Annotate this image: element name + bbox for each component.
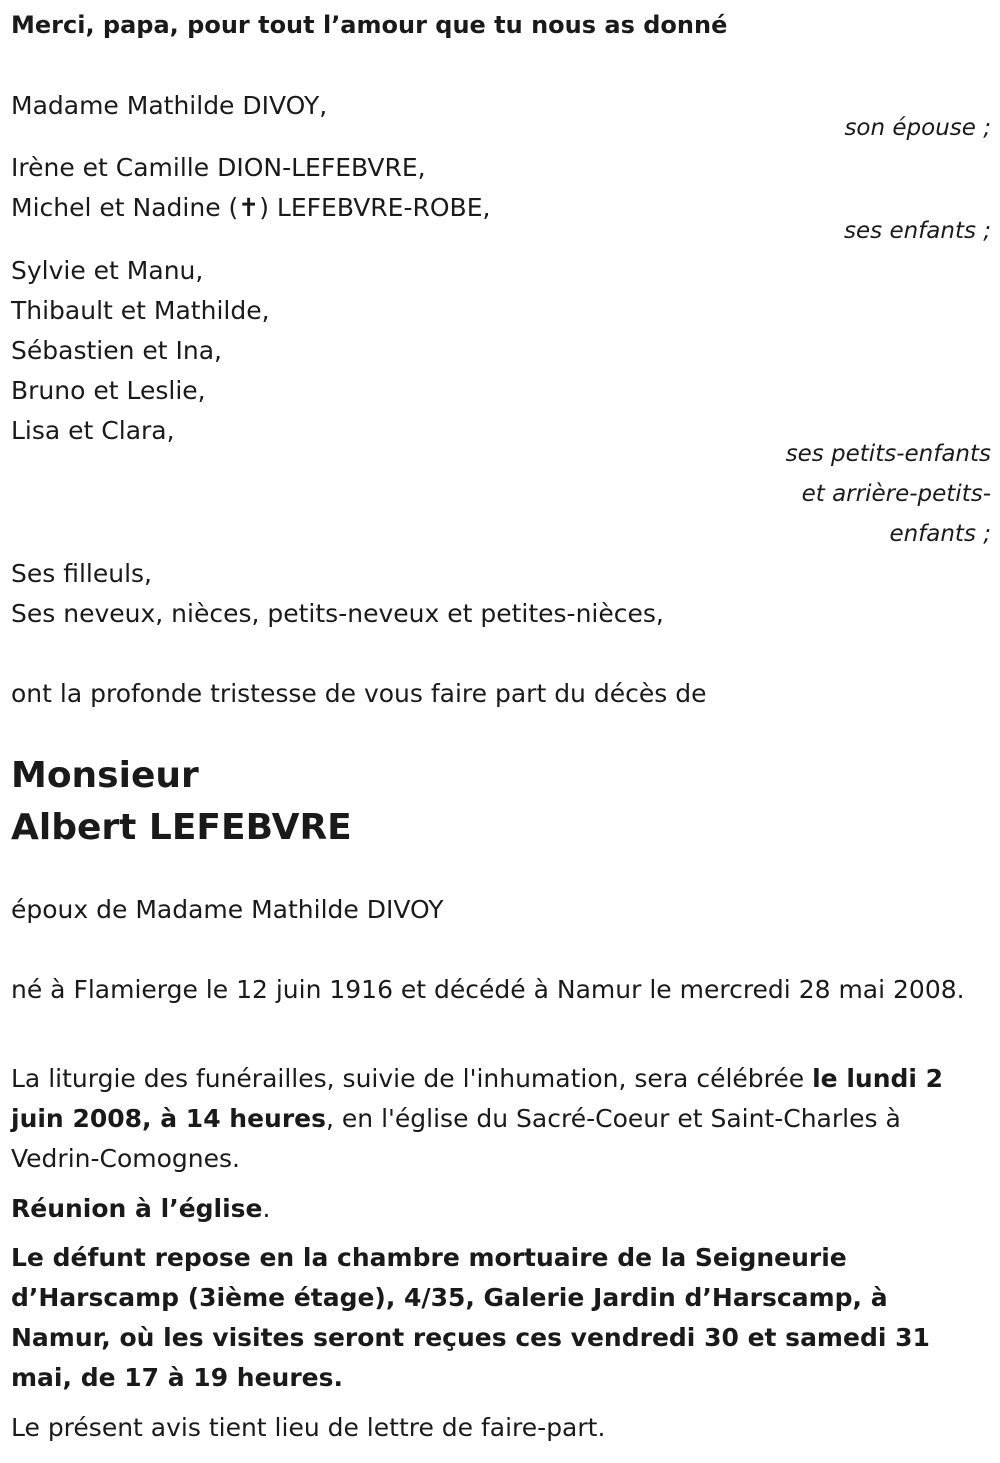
heading-text: Merci, papa, pour tout l’amour que tu nous as donné [11,11,728,39]
closing-text: Le présent avis tient lieu de lettre de faire-part. [11,1413,606,1442]
meeting-after: . [262,1194,271,1223]
liturgy-date: le lundi 2 juin 2008, à 14 heures [11,1064,944,1133]
children-role: ses enfants ; [844,218,991,244]
grandchild-name: Sébastien et Ina, [11,336,222,365]
announcement-text: ont la profonde tristesse de vous faire part du décès de [11,679,707,708]
meeting [11,1189,991,1229]
deceased-title: Monsieur [11,755,199,796]
grandchild-name: Bruno et Leslie, [11,376,206,405]
visitation [11,1238,981,1398]
others-line: Ses filleuls, [11,559,153,588]
others-block [11,554,991,634]
others-line: Ses neveux, nièces, petits-neveux et petites-nièces, [11,599,664,628]
grandchild-name: Thibault et Mathilde, [11,296,270,325]
meeting-bold: Réunion à l’église [11,1194,263,1223]
grandchildren-block [11,251,991,451]
notice-heading [11,10,991,40]
spouse-role: son épouse ; [844,115,991,141]
grandchildren-role-line: et arrière-petits- [801,481,991,507]
child-name: Michel et Nadine (✝) LEFEBVRE-ROBE, [11,193,491,222]
closing [11,1408,991,1448]
grandchildren-role-line: ses petits-enfants [785,441,991,467]
visitation-text: Le défunt repose en la chambre mortuaire de la Seigneurie d’Harscamp (3ième étage), 4/35, Galerie Jardin d’Harscamp, à Namur, où les visites seront reçues ces vendredi 30 et samedi 31 mai, de 17 à 19 heures. [11,1243,930,1392]
grandchildren-role [786,434,991,554]
grandchild-name: Lisa et Clara, [11,416,175,445]
birth-death [11,970,991,1010]
spouse-of [11,890,991,930]
deceased-name: Albert LEFEBVRE [11,807,352,848]
liturgy-after: , en l'église du Sacré-Coeur et Saint-Charles à Vedrin-Comognes. [11,1104,901,1173]
liturgy [11,1059,991,1179]
child-name: Irène et Camille DION-LEFEBVRE, [11,153,426,182]
spouse-name: Madame Mathilde DIVOY, [11,91,328,120]
liturgy-before: La liturgie des funérailles, suivie de l'inhumation, sera célébrée [11,1064,813,1093]
spouse-of-text: époux de Madame Mathilde DIVOY [11,895,444,924]
grandchild-name: Sylvie et Manu, [11,256,204,285]
announcement [11,674,991,714]
grandchildren-role-line: enfants ; [889,521,991,547]
birth-death-text: né à Flamierge le 12 juin 1916 et décédé à Namur le mercredi 28 mai 2008. [11,975,965,1004]
deceased-block [11,750,991,854]
